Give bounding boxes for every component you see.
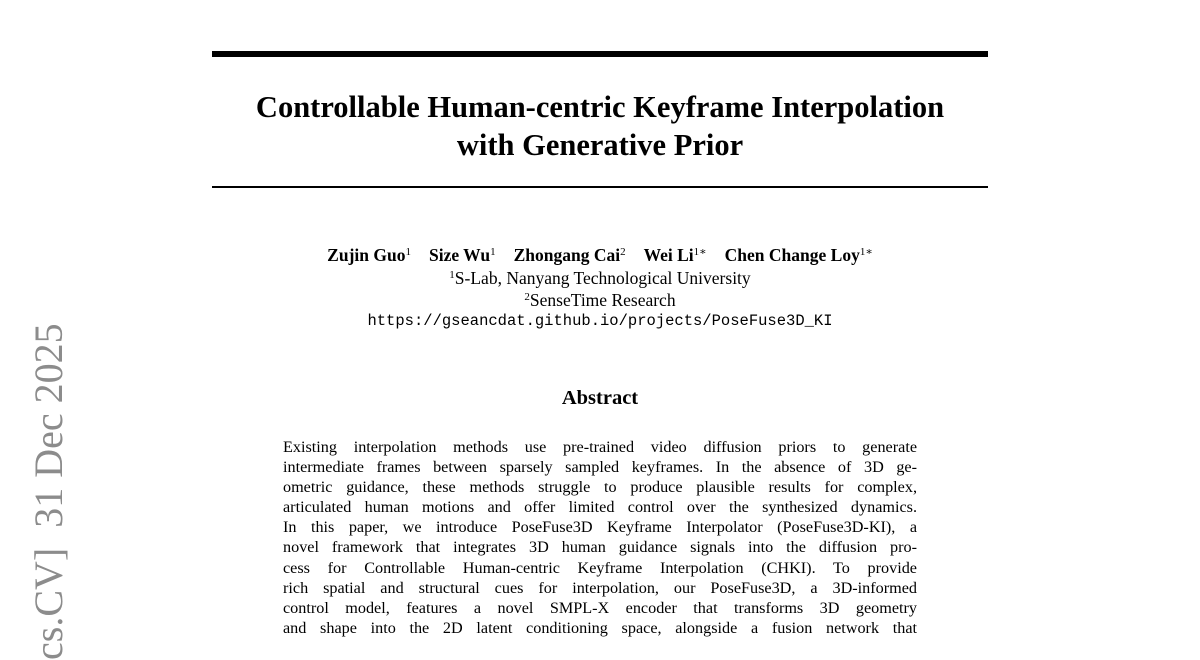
arxiv-side-stamp: cs.CV] 31 Dec 2025 [26,323,71,660]
abstract-line: cess for Controllable Human-centric Keyframe Interpolation (CHKI). To provide [283,558,917,577]
abstract-line: In this paper, we introduce PoseFuse3D Keyframe Interpolator (PoseFuse3D-KI), a [283,518,917,537]
abstract-line: intermediate frames between sparsely sampled keyframes. In the absence of 3D ge- [283,458,917,477]
author-list [212,240,988,267]
title-line-1: Controllable Human-centric Keyframe Interpolation [255,90,945,124]
affiliation-2: $^2$SenseTime Research [524,290,676,310]
abstract-line: control model, features a novel SMPL-X encoder that transforms 3D geometry [283,598,917,617]
abstract-line: novel framework that integrates 3D human guidance signals into the diffusion pro- [283,538,917,557]
affiliation-1: $^1$S-Lab, Nanyang Technological University [449,268,751,288]
abstract-line: ometric guidance, these methods struggle to produce plausible results for complex, [283,478,917,497]
abstract-line: articulated human motions and offer limited control over the synthesized dynamics. [283,498,917,517]
abstract-line: and shape into the 2D latent conditioning space, alongside a fusion network that [283,618,917,637]
title-top-rule [212,51,988,57]
paper-title [212,88,988,164]
abstract-line: Existing interpolation methods use pre-trained video diffusion priors to generate [283,438,917,456]
author: Zhongang Cai$^2$ [513,245,626,265]
author: Size Wu$^1$ [428,245,496,265]
title-bottom-rule [212,186,988,188]
author: Wei $Li^{1∗}$ [643,245,707,265]
author: Zujin Guo$^1$ [327,245,411,265]
abstract-line: rich spatial and structural cues for interpolation, our PoseFuse3D, a 3D-informed [283,578,917,597]
abstract-body [283,437,917,638]
project-url[interactable]: https://gseancdat.github.io/projects/PoseFuse3D_KI [367,312,833,330]
title-line-2: with Generative Prior [456,128,744,162]
abstract-heading: Abstract [561,387,639,409]
author: Chen Change Loy$^{1∗}$ [724,245,873,265]
